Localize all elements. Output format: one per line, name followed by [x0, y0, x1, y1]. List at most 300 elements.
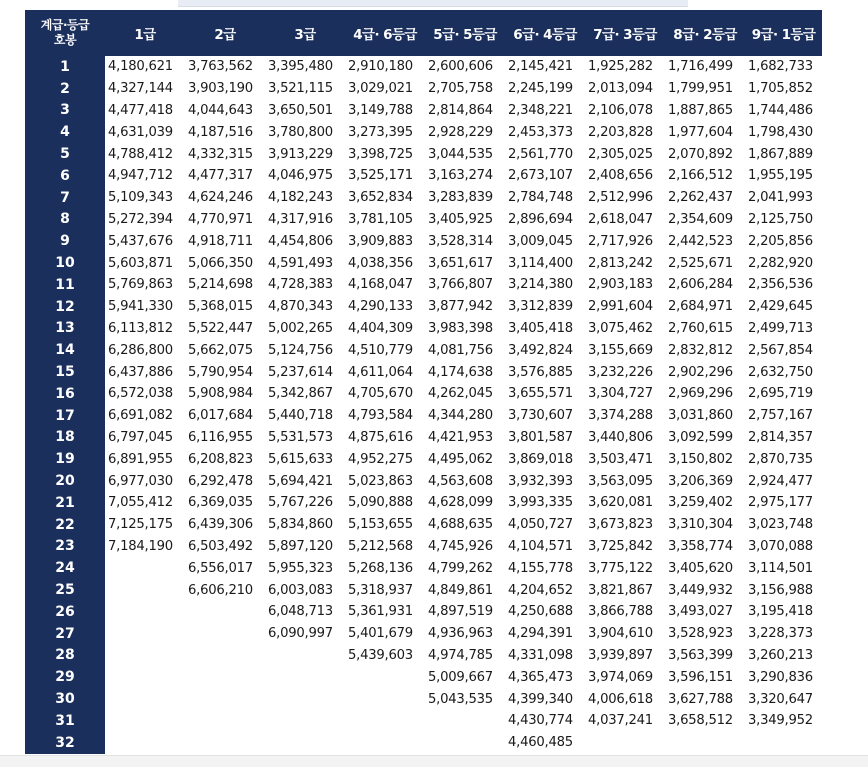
salary-cell: [265, 666, 345, 688]
salary-cell: 3,576,885: [505, 361, 585, 383]
salary-cell: [345, 732, 425, 754]
salary-cell: 3,763,562: [185, 56, 265, 78]
salary-cell: 2,684,971: [665, 296, 745, 318]
table-row: [25, 383, 822, 405]
table-row: [25, 187, 822, 209]
salary-cell: 3,449,932: [665, 579, 745, 601]
salary-cell: 5,955,323: [265, 557, 345, 579]
salary-cell: [265, 688, 345, 710]
salary-cell: [185, 645, 265, 667]
corner-header: [25, 10, 105, 56]
salary-cell: 3,044,535: [425, 143, 505, 165]
salary-cell: 3,156,988: [745, 579, 822, 601]
salary-cell: [105, 645, 185, 667]
salary-cell: 2,348,221: [505, 100, 585, 122]
table-row: [25, 100, 822, 122]
salary-cell: 5,368,015: [185, 296, 265, 318]
column-header: 2급: [185, 10, 265, 56]
salary-cell: 3,440,806: [585, 427, 665, 449]
step-number-cell: 6: [25, 165, 105, 187]
salary-cell: 4,591,493: [265, 252, 345, 274]
salary-cell: 3,781,105: [345, 209, 425, 231]
salary-cell: [105, 601, 185, 623]
step-number-cell: 18: [25, 427, 105, 449]
salary-cell: 5,603,871: [105, 252, 185, 274]
salary-cell: 2,205,856: [745, 230, 822, 252]
column-header: 1급: [105, 10, 185, 56]
salary-cell: 4,168,047: [345, 274, 425, 296]
table-row: [25, 274, 822, 296]
salary-cell: 4,918,711: [185, 230, 265, 252]
salary-cell: 4,250,688: [505, 601, 585, 623]
salary-cell: 3,405,620: [665, 557, 745, 579]
salary-cell: 2,125,750: [745, 209, 822, 231]
salary-cell: 2,903,183: [585, 274, 665, 296]
step-number-cell: 10: [25, 252, 105, 274]
salary-cell: 2,429,645: [745, 296, 822, 318]
salary-cell: 5,834,860: [265, 514, 345, 536]
column-header: 6급· 4등급: [505, 10, 585, 56]
salary-cell: 3,775,122: [585, 557, 665, 579]
salary-cell: 2,567,854: [745, 339, 822, 361]
salary-cell: 6,556,017: [185, 557, 265, 579]
column-header: 9급· 1등급: [745, 10, 822, 56]
salary-cell: [185, 666, 265, 688]
salary-cell: 3,521,115: [265, 78, 345, 100]
salary-cell: 5,009,667: [425, 666, 505, 688]
salary-cell: 4,611,064: [345, 361, 425, 383]
salary-cell: 3,149,788: [345, 100, 425, 122]
salary-cell: 2,145,421: [505, 56, 585, 78]
salary-cell: 6,503,492: [185, 536, 265, 558]
salary-cell: 3,909,883: [345, 230, 425, 252]
salary-cell: 4,182,243: [265, 187, 345, 209]
salary-cell: 3,658,512: [665, 710, 745, 732]
salary-cell: [185, 732, 265, 754]
salary-cell: 2,902,296: [665, 361, 745, 383]
step-number-cell: 20: [25, 470, 105, 492]
salary-cell: 5,109,343: [105, 187, 185, 209]
salary-cell: 4,770,971: [185, 209, 265, 231]
salary-cell: 4,204,652: [505, 579, 585, 601]
salary-cell: 2,041,993: [745, 187, 822, 209]
step-number-cell: 5: [25, 143, 105, 165]
salary-cell: 2,166,512: [665, 165, 745, 187]
salary-table-container: [25, 10, 822, 754]
salary-cell: 4,180,621: [105, 56, 185, 78]
column-header: 5급· 5등급: [425, 10, 505, 56]
salary-cell: [265, 645, 345, 667]
salary-cell: [665, 732, 745, 754]
salary-cell: 3,725,842: [585, 536, 665, 558]
salary-step-table: [25, 10, 822, 754]
table-row: [25, 579, 822, 601]
table-row: [25, 209, 822, 231]
salary-cell: 5,268,136: [345, 557, 425, 579]
salary-cell: 6,003,083: [265, 579, 345, 601]
salary-cell: 4,187,516: [185, 121, 265, 143]
salary-cell: 2,442,523: [665, 230, 745, 252]
salary-cell: 4,897,519: [425, 601, 505, 623]
salary-cell: 3,070,088: [745, 536, 822, 558]
salary-cell: 4,174,638: [425, 361, 505, 383]
salary-cell: 2,106,078: [585, 100, 665, 122]
salary-cell: [345, 666, 425, 688]
salary-cell: 3,932,393: [505, 470, 585, 492]
salary-cell: 3,528,314: [425, 230, 505, 252]
salary-cell: 4,947,712: [105, 165, 185, 187]
salary-cell: 2,282,920: [745, 252, 822, 274]
table-body: [25, 56, 822, 754]
salary-cell: 3,620,081: [585, 492, 665, 514]
salary-cell: 3,358,774: [665, 536, 745, 558]
salary-cell: 1,798,430: [745, 121, 822, 143]
salary-cell: 3,869,018: [505, 448, 585, 470]
salary-cell: 4,870,343: [265, 296, 345, 318]
step-number-cell: 27: [25, 623, 105, 645]
salary-cell: 1,744,486: [745, 100, 822, 122]
salary-cell: 2,813,242: [585, 252, 665, 274]
salary-cell: 6,208,823: [185, 448, 265, 470]
salary-cell: 4,849,861: [425, 579, 505, 601]
table-row: [25, 165, 822, 187]
salary-cell: 5,066,350: [185, 252, 265, 274]
salary-cell: 3,232,226: [585, 361, 665, 383]
salary-cell: 6,048,713: [265, 601, 345, 623]
top-divider-strip: [178, 0, 688, 7]
salary-cell: 3,304,727: [585, 383, 665, 405]
table-row: [25, 688, 822, 710]
salary-cell: 3,528,923: [665, 623, 745, 645]
salary-cell: 4,788,412: [105, 143, 185, 165]
salary-cell: 3,913,229: [265, 143, 345, 165]
salary-cell: 5,769,863: [105, 274, 185, 296]
table-row: [25, 645, 822, 667]
column-header: 4급· 6등급: [345, 10, 425, 56]
salary-cell: 4,421,953: [425, 427, 505, 449]
step-number-cell: 29: [25, 666, 105, 688]
salary-cell: 4,460,485: [505, 732, 585, 754]
salary-cell: 6,606,210: [185, 579, 265, 601]
salary-cell: 2,673,107: [505, 165, 585, 187]
step-number-cell: 19: [25, 448, 105, 470]
salary-cell: 4,952,275: [345, 448, 425, 470]
salary-cell: [265, 732, 345, 754]
salary-cell: 3,349,952: [745, 710, 822, 732]
salary-cell: 2,717,926: [585, 230, 665, 252]
salary-cell: 6,797,045: [105, 427, 185, 449]
salary-cell: 2,924,477: [745, 470, 822, 492]
salary-cell: 4,294,391: [505, 623, 585, 645]
salary-cell: 4,705,670: [345, 383, 425, 405]
salary-cell: 5,124,756: [265, 339, 345, 361]
salary-cell: 3,563,399: [665, 645, 745, 667]
step-number-cell: 2: [25, 78, 105, 100]
salary-cell: 4,628,099: [425, 492, 505, 514]
salary-cell: 2,757,167: [745, 405, 822, 427]
salary-cell: 3,651,617: [425, 252, 505, 274]
salary-cell: 5,439,603: [345, 645, 425, 667]
salary-cell: 1,705,852: [745, 78, 822, 100]
salary-cell: 5,272,394: [105, 209, 185, 231]
salary-cell: 2,600,606: [425, 56, 505, 78]
table-row: [25, 78, 822, 100]
salary-cell: 6,369,035: [185, 492, 265, 514]
salary-cell: [185, 688, 265, 710]
step-number-cell: 28: [25, 645, 105, 667]
salary-cell: 4,793,584: [345, 405, 425, 427]
salary-cell: 3,163,274: [425, 165, 505, 187]
salary-cell: 5,767,226: [265, 492, 345, 514]
salary-cell: 2,928,229: [425, 121, 505, 143]
salary-cell: 5,153,655: [345, 514, 425, 536]
salary-cell: [345, 688, 425, 710]
salary-cell: 2,991,604: [585, 296, 665, 318]
table-row: [25, 601, 822, 623]
salary-cell: 4,365,473: [505, 666, 585, 688]
step-number-cell: 25: [25, 579, 105, 601]
salary-cell: 4,344,280: [425, 405, 505, 427]
salary-cell: 3,673,823: [585, 514, 665, 536]
salary-cell: [425, 710, 505, 732]
salary-cell: 2,975,177: [745, 492, 822, 514]
salary-cell: 3,993,335: [505, 492, 585, 514]
salary-cell: 5,897,120: [265, 536, 345, 558]
salary-cell: 4,875,616: [345, 427, 425, 449]
salary-cell: 3,320,647: [745, 688, 822, 710]
salary-cell: 3,405,925: [425, 209, 505, 231]
salary-cell: 3,405,418: [505, 318, 585, 340]
salary-cell: 3,801,587: [505, 427, 585, 449]
salary-cell: 4,155,778: [505, 557, 585, 579]
salary-cell: 6,439,306: [185, 514, 265, 536]
salary-cell: 3,228,373: [745, 623, 822, 645]
salary-cell: 4,399,340: [505, 688, 585, 710]
salary-cell: 7,055,412: [105, 492, 185, 514]
salary-cell: 4,104,571: [505, 536, 585, 558]
salary-cell: 3,493,027: [665, 601, 745, 623]
step-number-cell: 4: [25, 121, 105, 143]
salary-cell: 5,440,718: [265, 405, 345, 427]
table-row: [25, 492, 822, 514]
salary-cell: 3,780,800: [265, 121, 345, 143]
salary-cell: 4,331,098: [505, 645, 585, 667]
salary-cell: 3,150,802: [665, 448, 745, 470]
salary-cell: 5,342,867: [265, 383, 345, 405]
salary-cell: 1,977,604: [665, 121, 745, 143]
salary-cell: 3,290,836: [745, 666, 822, 688]
salary-cell: 3,766,807: [425, 274, 505, 296]
step-number-cell: 22: [25, 514, 105, 536]
salary-cell: 2,870,735: [745, 448, 822, 470]
salary-cell: 4,044,643: [185, 100, 265, 122]
table-row: [25, 121, 822, 143]
salary-cell: 2,203,828: [585, 121, 665, 143]
step-number-cell: 17: [25, 405, 105, 427]
salary-cell: 3,395,480: [265, 56, 345, 78]
salary-cell: 2,814,357: [745, 427, 822, 449]
salary-cell: 2,705,758: [425, 78, 505, 100]
salary-cell: 3,627,788: [665, 688, 745, 710]
salary-cell: 2,969,296: [665, 383, 745, 405]
salary-cell: 3,974,069: [585, 666, 665, 688]
salary-cell: [345, 710, 425, 732]
salary-cell: 3,009,045: [505, 230, 585, 252]
salary-cell: 1,682,733: [745, 56, 822, 78]
table-row: [25, 732, 822, 754]
salary-cell: 2,618,047: [585, 209, 665, 231]
step-number-cell: 26: [25, 601, 105, 623]
salary-cell: 3,374,288: [585, 405, 665, 427]
salary-cell: 4,050,727: [505, 514, 585, 536]
salary-cell: 4,477,317: [185, 165, 265, 187]
table-row: [25, 252, 822, 274]
table-row: [25, 514, 822, 536]
salary-cell: 6,691,082: [105, 405, 185, 427]
table-row: [25, 143, 822, 165]
table-row: [25, 318, 822, 340]
salary-cell: 2,896,694: [505, 209, 585, 231]
salary-cell: 3,652,834: [345, 187, 425, 209]
salary-cell: 3,904,610: [585, 623, 665, 645]
salary-cell: 5,790,954: [185, 361, 265, 383]
salary-cell: 2,814,864: [425, 100, 505, 122]
salary-cell: 5,941,330: [105, 296, 185, 318]
table-row: [25, 623, 822, 645]
salary-cell: 4,631,039: [105, 121, 185, 143]
table-row: [25, 470, 822, 492]
salary-cell: 1,716,499: [665, 56, 745, 78]
salary-cell: 6,977,030: [105, 470, 185, 492]
salary-cell: [105, 557, 185, 579]
salary-cell: 6,090,997: [265, 623, 345, 645]
salary-cell: 1,955,195: [745, 165, 822, 187]
salary-cell: 4,563,608: [425, 470, 505, 492]
salary-cell: 6,437,886: [105, 361, 185, 383]
corner-header-step-label: 호봉: [53, 33, 77, 47]
step-number-cell: 21: [25, 492, 105, 514]
salary-cell: 3,596,151: [665, 666, 745, 688]
table-row: [25, 230, 822, 252]
salary-cell: 3,983,398: [425, 318, 505, 340]
salary-cell: 4,624,246: [185, 187, 265, 209]
salary-cell: 4,332,315: [185, 143, 265, 165]
step-number-cell: 15: [25, 361, 105, 383]
salary-cell: 3,283,839: [425, 187, 505, 209]
salary-cell: 4,799,262: [425, 557, 505, 579]
salary-cell: 2,695,719: [745, 383, 822, 405]
salary-cell: 5,090,888: [345, 492, 425, 514]
salary-cell: 4,038,356: [345, 252, 425, 274]
salary-cell: 2,408,656: [585, 165, 665, 187]
salary-cell: 5,212,568: [345, 536, 425, 558]
salary-cell: 5,522,447: [185, 318, 265, 340]
salary-cell: 6,116,955: [185, 427, 265, 449]
salary-cell: [105, 732, 185, 754]
salary-cell: 4,404,309: [345, 318, 425, 340]
salary-cell: 7,184,190: [105, 536, 185, 558]
salary-cell: 3,023,748: [745, 514, 822, 536]
step-number-cell: 7: [25, 187, 105, 209]
step-number-cell: 23: [25, 536, 105, 558]
salary-cell: 3,155,669: [585, 339, 665, 361]
salary-cell: [425, 732, 505, 754]
salary-cell: 5,694,421: [265, 470, 345, 492]
salary-cell: [105, 623, 185, 645]
salary-cell: 5,615,633: [265, 448, 345, 470]
salary-cell: 2,512,996: [585, 187, 665, 209]
salary-cell: 3,114,400: [505, 252, 585, 274]
table-row: [25, 427, 822, 449]
salary-cell: [185, 623, 265, 645]
salary-cell: 5,002,265: [265, 318, 345, 340]
salary-cell: 4,006,618: [585, 688, 665, 710]
salary-cell: 5,662,075: [185, 339, 265, 361]
step-number-cell: 30: [25, 688, 105, 710]
table-header: [25, 10, 822, 56]
corner-header-grade-label: 계급·등급: [40, 18, 90, 32]
salary-cell: 3,029,021: [345, 78, 425, 100]
table-row: [25, 56, 822, 78]
column-header: 3급: [265, 10, 345, 56]
salary-cell: 4,688,635: [425, 514, 505, 536]
salary-cell: [265, 710, 345, 732]
step-number-cell: 13: [25, 318, 105, 340]
salary-cell: 3,312,839: [505, 296, 585, 318]
salary-cell: 3,903,190: [185, 78, 265, 100]
salary-cell: 4,290,133: [345, 296, 425, 318]
salary-cell: 3,563,095: [585, 470, 665, 492]
step-number-cell: 32: [25, 732, 105, 754]
bottom-footer-strip: [0, 755, 868, 767]
salary-cell: [105, 666, 185, 688]
salary-cell: 3,821,867: [585, 579, 665, 601]
salary-cell: 6,113,812: [105, 318, 185, 340]
salary-cell: 3,260,213: [745, 645, 822, 667]
salary-cell: 5,214,698: [185, 274, 265, 296]
salary-cell: 3,492,824: [505, 339, 585, 361]
salary-cell: 3,114,501: [745, 557, 822, 579]
salary-cell: 3,273,395: [345, 121, 425, 143]
step-number-cell: 16: [25, 383, 105, 405]
salary-cell: 1,925,282: [585, 56, 665, 78]
table-row: [25, 536, 822, 558]
salary-cell: 2,013,094: [585, 78, 665, 100]
salary-cell: 2,262,437: [665, 187, 745, 209]
salary-cell: [185, 601, 265, 623]
salary-cell: 4,745,926: [425, 536, 505, 558]
step-number-cell: 8: [25, 209, 105, 231]
salary-cell: 2,070,892: [665, 143, 745, 165]
salary-cell: 4,454,806: [265, 230, 345, 252]
salary-cell: 2,832,812: [665, 339, 745, 361]
step-number-cell: 9: [25, 230, 105, 252]
table-row: [25, 361, 822, 383]
salary-cell: 2,305,025: [585, 143, 665, 165]
salary-cell: 1,799,951: [665, 78, 745, 100]
table-row: [25, 448, 822, 470]
salary-cell: 3,866,788: [585, 601, 665, 623]
step-number-cell: 14: [25, 339, 105, 361]
salary-cell: 6,572,038: [105, 383, 185, 405]
table-row: [25, 710, 822, 732]
salary-cell: [105, 710, 185, 732]
salary-cell: 3,939,897: [585, 645, 665, 667]
table-row: [25, 339, 822, 361]
salary-cell: 2,499,713: [745, 318, 822, 340]
salary-cell: 2,784,748: [505, 187, 585, 209]
salary-cell: [105, 688, 185, 710]
